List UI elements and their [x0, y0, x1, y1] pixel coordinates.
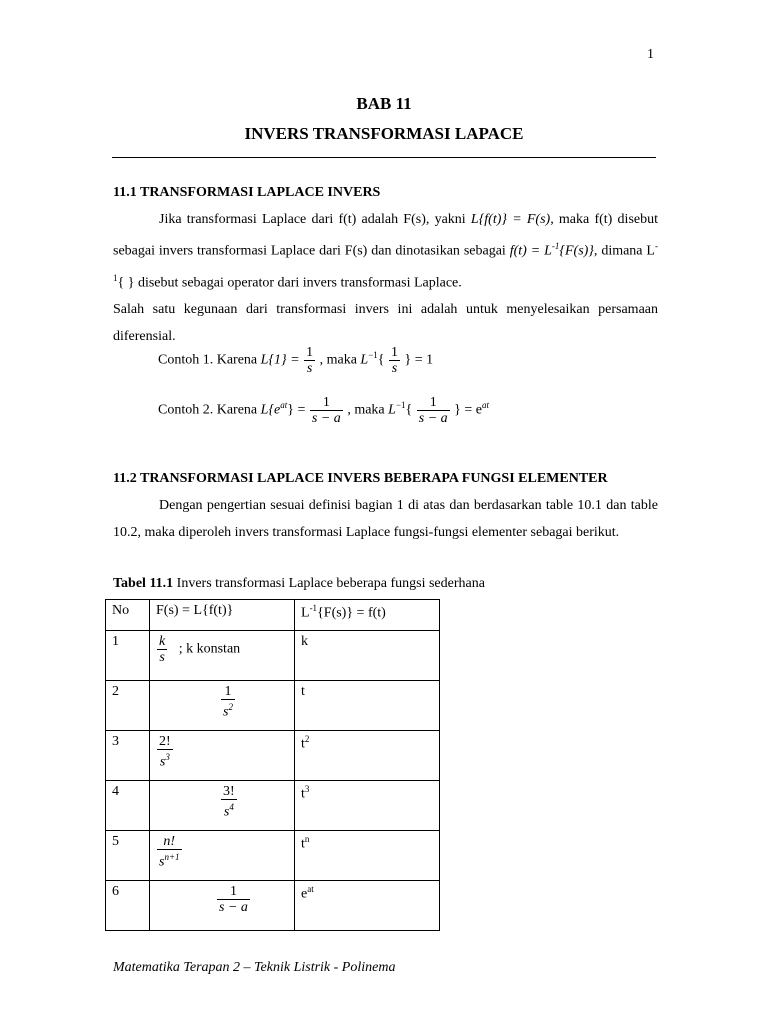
example-2: Contoh 2. Karena $L\{e^{at}\}$ = $\frac{1}{s - a}$ , maka $L^{-1}${ $\frac{1}{s - a}$ } = $e^{at}$ — [158, 395, 490, 426]
page-footer: Matematika Terapan 2 – Teknik Listrik - Polinema — [113, 960, 396, 975]
table-caption: Tabel 11.1 Invers transformasi Laplace beberapa fungsi sederhana — [113, 576, 485, 591]
header-no: No — [106, 600, 150, 631]
section-heading-11-1: 11.1 TRANSFORMASI LAPLACE INVERS — [113, 185, 381, 200]
row-no: 2 — [106, 681, 150, 731]
table-row — [106, 881, 440, 931]
usage-paragraph: Salah satu kegunaan dari transformasi invers ini adalah untuk menyelesaikan persamaan diferensial. — [113, 302, 658, 345]
row-ft: $t^2$ — [295, 731, 440, 781]
inverse-laplace-table — [105, 599, 440, 931]
example-1: Contoh 1. Karena L{1} = $\frac{1}{s}$ , maka $L^{-1}${ $\frac{1}{s}$ } = 1 — [158, 345, 434, 376]
row-ft: $t^n$ — [295, 831, 440, 881]
row-ft: k — [295, 631, 440, 681]
chapter-number: BAB 11 — [356, 94, 412, 113]
table-row — [106, 831, 440, 881]
row-fs: $\frac{k}{s}$ ; k konstan — [150, 631, 295, 681]
table-row — [106, 681, 440, 731]
section-11-1-body — [113, 206, 658, 350]
row-no: 5 — [106, 831, 150, 881]
table-row — [106, 781, 440, 831]
row-no: 4 — [106, 781, 150, 831]
definition-paragraph: Jika transformasi Laplace dari f(t) adalah F(s), yakni L{f(t)} = F(s), maka f(t) disebut sebagai invers transformasi Laplace dari F(s) dan dinotasikan sebagai $f(t) = L^{-1}\{F(s)\}$, dimana $L^{-1}${ } disebut sebagai operator dari invers transformasi Laplace. — [113, 212, 658, 291]
fraction: $\frac{1}{s}$ — [306, 345, 314, 376]
fraction: $\frac{1}{s}$ — [391, 345, 399, 376]
header-fs: F(s) = L{f(t)} — [150, 600, 295, 631]
row-no: 3 — [106, 731, 150, 781]
row-fs: $\frac{1}{s^2}$ — [150, 681, 295, 731]
row-ft: t — [295, 681, 440, 731]
row-no: 6 — [106, 881, 150, 931]
title-divider — [112, 157, 656, 158]
row-fs: $\frac{n!}{s^{n+1}}$ — [150, 831, 295, 881]
row-ft: $t^3$ — [295, 781, 440, 831]
row-ft: $e^{at}$ — [295, 881, 440, 931]
chapter-title: INVERS TRANSFORMASI LAPACE — [244, 124, 524, 143]
row-no: 1 — [106, 631, 150, 681]
fraction: $\frac{1}{s - a}$ — [418, 395, 448, 426]
row-fs: $\frac{1}{s - a}$ — [150, 881, 295, 931]
fraction: $\frac{1}{s - a}$ — [311, 395, 341, 426]
table-row — [106, 631, 440, 681]
table-row — [106, 731, 440, 781]
table-header-row — [106, 600, 440, 631]
intro-paragraph: Dengan pengertian sesuai definisi bagian 1 di atas dan berdasarkan table 10.1 dan table 10.2, maka diperoleh invers transformasi Laplace fungsi-fungsi elementer sebagai berikut. — [113, 498, 658, 540]
page-number: 1 — [647, 47, 654, 62]
row-fs: $\frac{2!}{s^3}$ — [150, 731, 295, 781]
section-11-2-body — [113, 492, 658, 546]
row-fs: $\frac{3!}{s^4}$ — [150, 781, 295, 831]
section-heading-11-2: 11.2 TRANSFORMASI LAPLACE INVERS BEBERAPA FUNGSI ELEMENTER — [113, 471, 608, 486]
header-ft: $L^{-1}\{F(s)\} = f(t)$ — [295, 600, 440, 631]
